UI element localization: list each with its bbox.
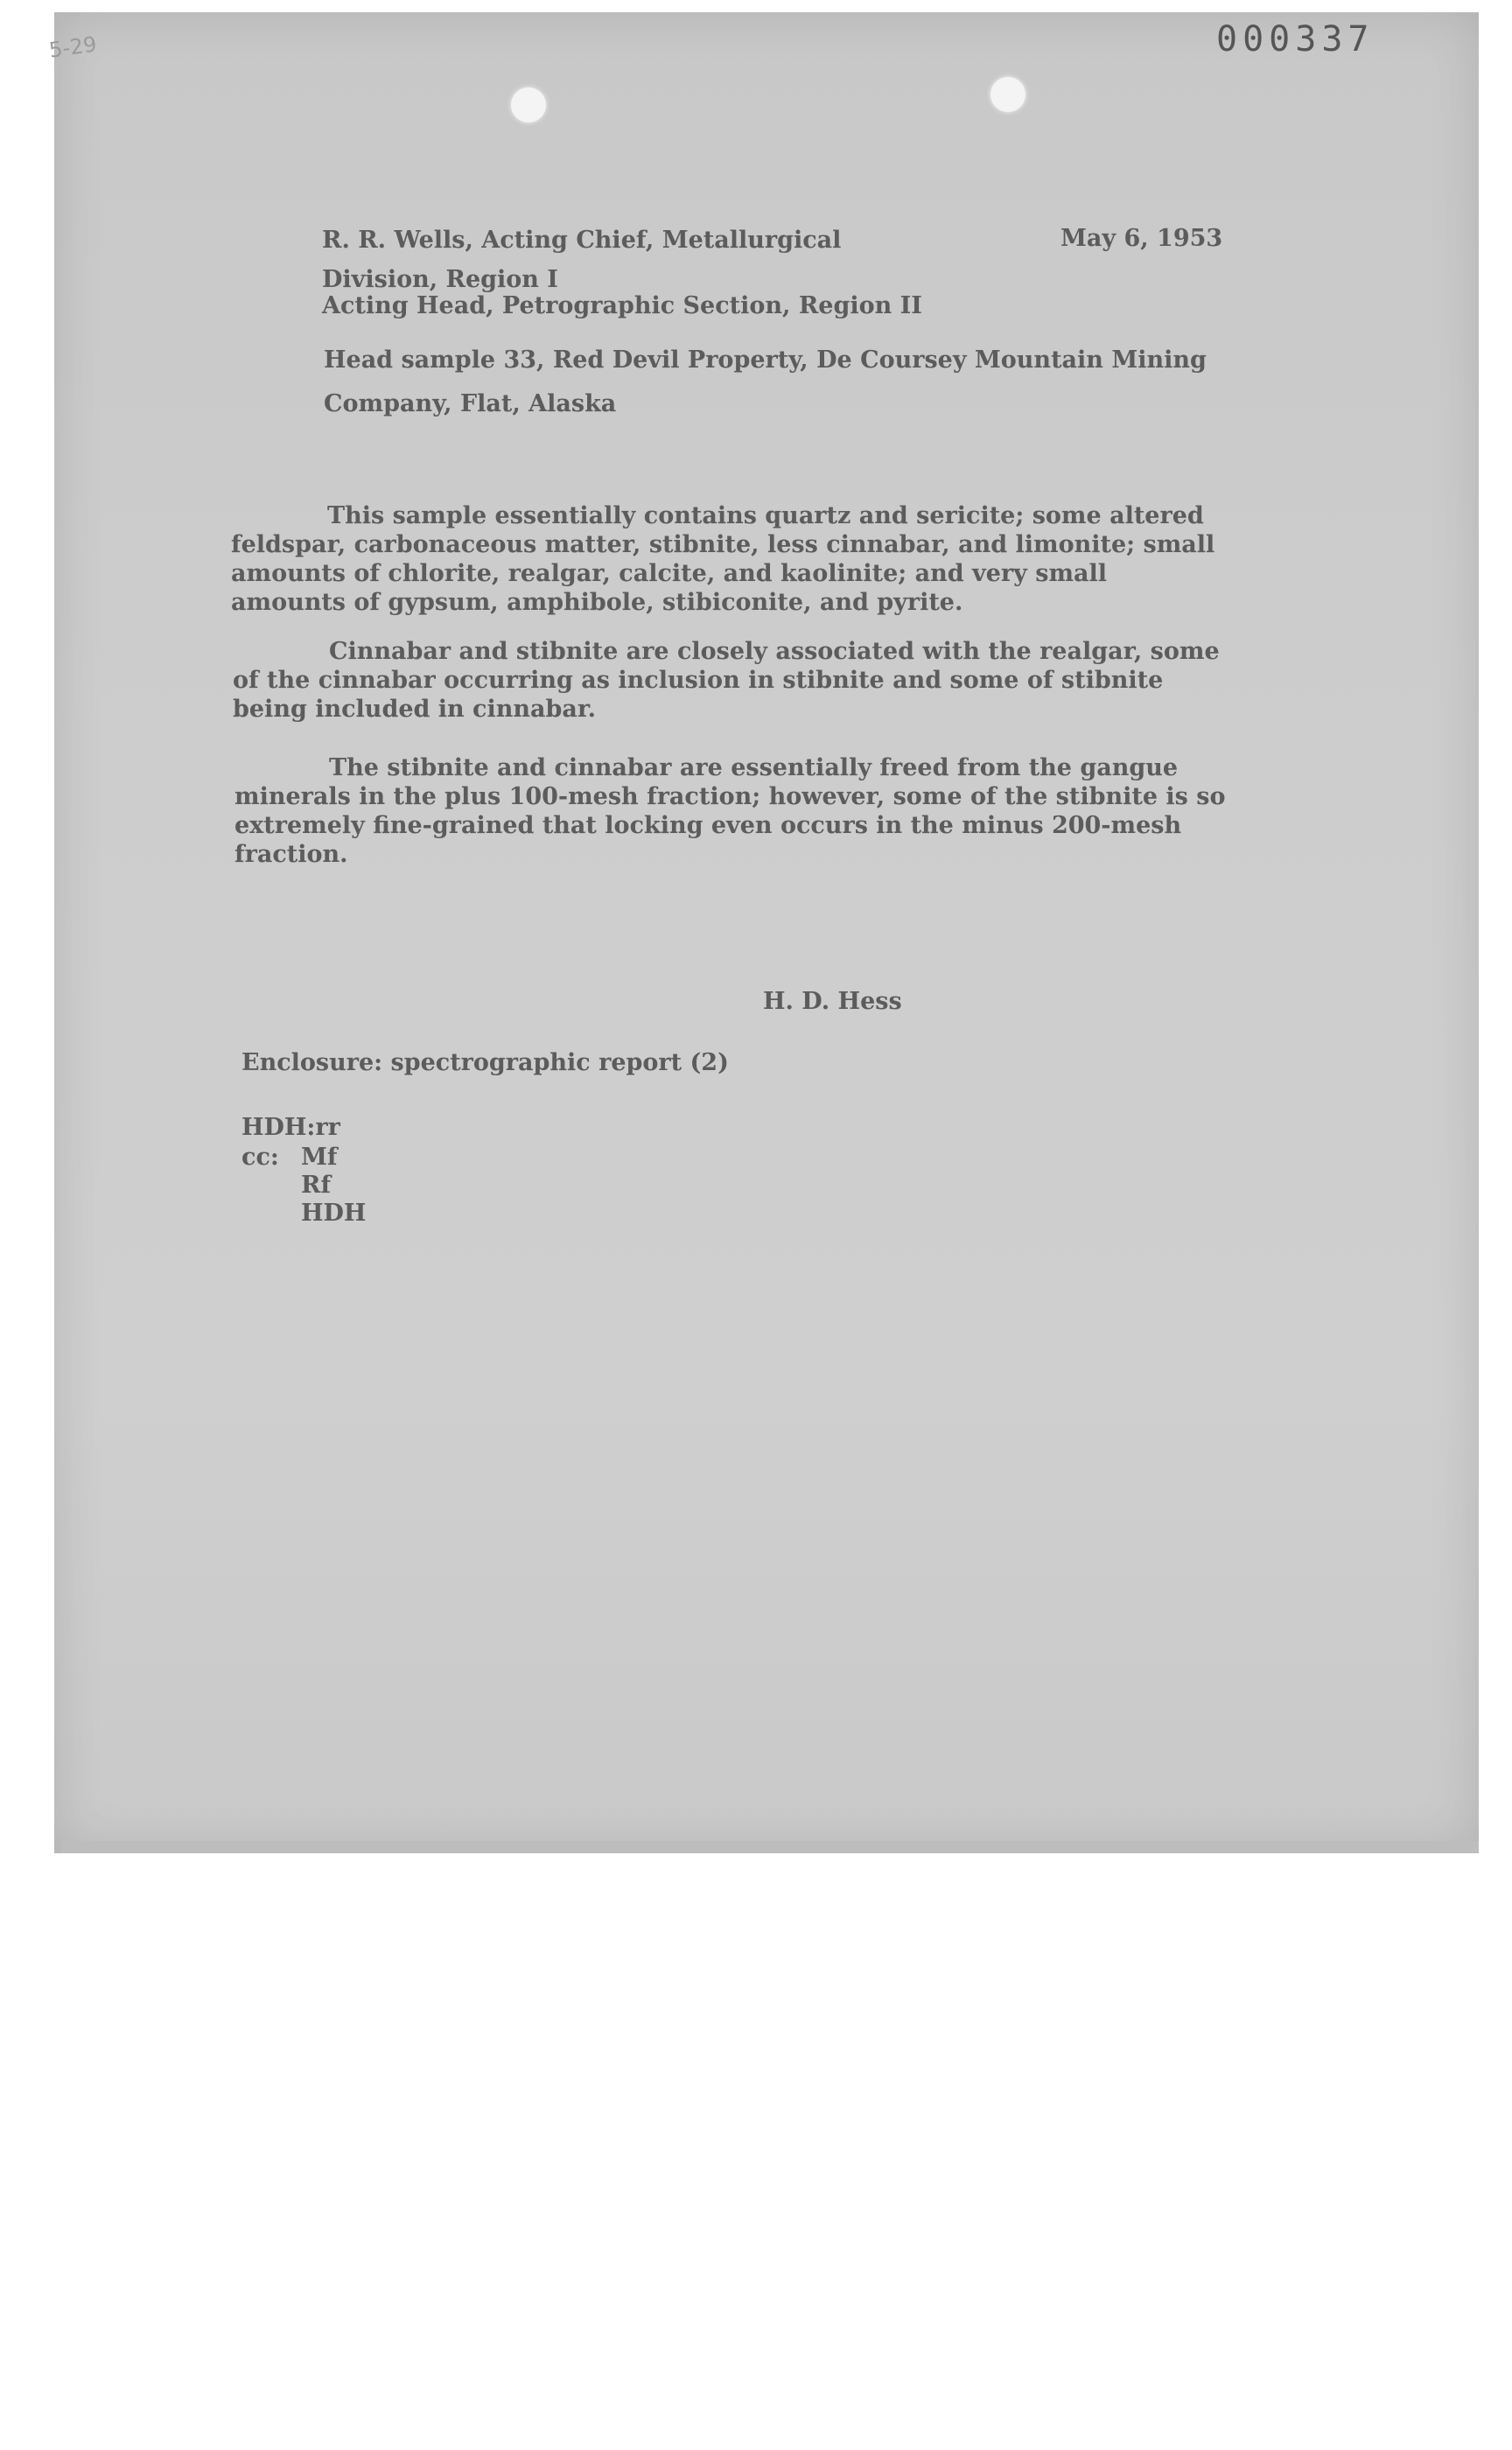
typist-initials: HDH:rr (242, 1114, 340, 1141)
punch-hole-left (511, 88, 546, 122)
punch-hole-right (990, 77, 1026, 112)
page-edge (61, 1841, 1479, 1853)
document-page (54, 12, 1479, 1853)
subject-line-2: Company, Flat, Alaska (324, 390, 617, 417)
body-paragraph: The stibnite and cinnabar are essentially freed from the gangue minerals in the plus 100-mesh fraction; however, some of the stibnite is so extremely fine-grained that locking even occurs in the minus 200-mesh fraction. (234, 754, 1226, 868)
signature-name: H. D. Hess (763, 988, 902, 1015)
corner-handwritten-mark: 5-29 (47, 32, 99, 63)
from-line-2: Division, Region I (322, 266, 558, 293)
cc-recipient: Mf (301, 1144, 338, 1171)
from-line-1: R. R. Wells, Acting Chief, Metallurgical (322, 227, 842, 254)
cc-recipient: Rf (301, 1172, 332, 1199)
enclosure-line: Enclosure: spectrographic report (2) (242, 1049, 729, 1076)
document-number-stamp: 000337 (1216, 19, 1375, 60)
memo-date: May 6, 1953 (1060, 225, 1223, 252)
cc-label: cc: (242, 1144, 279, 1171)
body-paragraph: This sample essentially contains quartz and sericite; some altered feldspar, carbonaceous matter, stibnite, less cinnabar, and limonite; small amounts of chlorite, realgar, calcite, and kaolinite; and very small amounts of gypsum, amphibole, stibiconite, and pyrite. (231, 502, 1215, 616)
to-line: Acting Head, Petrographic Section, Region II (322, 292, 922, 319)
cc-recipient: HDH (301, 1200, 367, 1227)
body-paragraph: Cinnabar and stibnite are closely associated with the realgar, some of the cinnabar occurring as inclusion in stibnite and some of stibnite being included in cinnabar. (233, 638, 1220, 723)
subject-line-1: Head sample 33, Red Devil Property, De Coursey Mountain Mining (324, 346, 1207, 374)
